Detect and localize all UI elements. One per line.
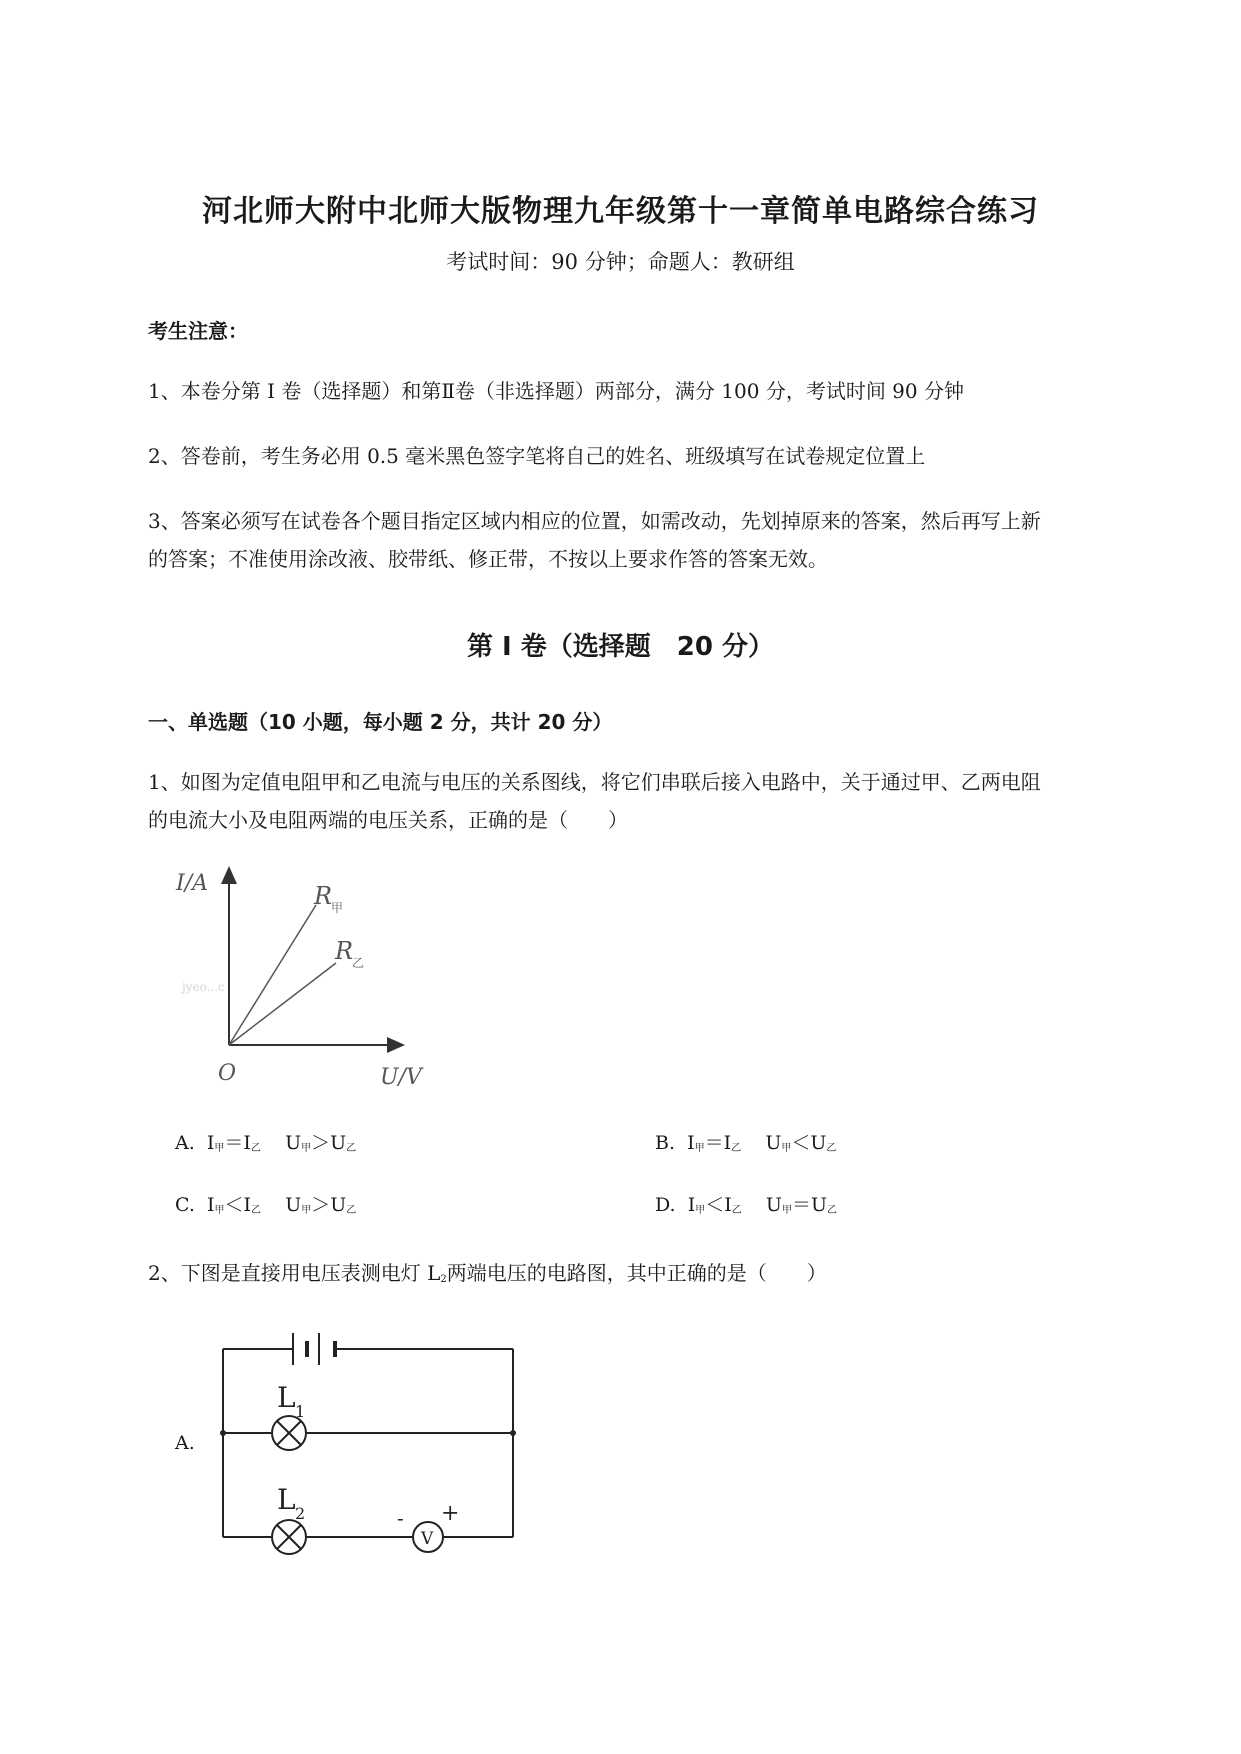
current-symbol: I xyxy=(207,1194,215,1216)
r-jia-subscript: 甲 xyxy=(331,901,344,915)
subscript: 乙 xyxy=(731,1205,742,1216)
line-r-jia xyxy=(229,905,316,1045)
lamp-l2-icon xyxy=(272,1520,306,1554)
subscript: 2 xyxy=(440,1274,447,1285)
r-yi-subscript: 乙 xyxy=(352,956,365,970)
current-symbol: I xyxy=(243,1132,251,1154)
lamp-l2-subscript: 2 xyxy=(295,1504,306,1523)
voltage-symbol: U xyxy=(765,1132,782,1154)
relation: ＜ xyxy=(224,1194,244,1216)
subscript: 乙 xyxy=(251,1205,262,1216)
lamp-l1-icon xyxy=(272,1416,306,1450)
current-symbol: I xyxy=(206,1132,215,1154)
subscript: 甲 xyxy=(694,1143,705,1154)
lamp-l1-label: L xyxy=(277,1381,296,1414)
q2-option-a-label[interactable]: A. xyxy=(175,1432,195,1454)
notice-item-1: 1、本卷分第 I 卷（选择题）和第Ⅱ卷（非选择题）两部分，满分 100 分，考试时间 90 分钟 xyxy=(148,379,964,403)
relation: ＝ xyxy=(704,1132,724,1154)
section-title: 第 I 卷（选择题 20 分） xyxy=(466,632,774,662)
x-axis-label: U/V xyxy=(380,1065,422,1090)
current-symbol: I xyxy=(724,1194,732,1216)
option-letter: D. xyxy=(655,1194,676,1216)
option-b[interactable] xyxy=(655,1128,836,1155)
r-jia-label: R xyxy=(314,882,333,910)
voltage-symbol: U xyxy=(330,1132,347,1154)
subscript: 甲 xyxy=(301,1143,312,1154)
voltage-symbol: U xyxy=(810,1132,827,1154)
voltage-symbol: U xyxy=(810,1194,827,1216)
voltage-symbol: U xyxy=(765,1194,782,1216)
option-letter: B. xyxy=(655,1132,676,1154)
subscript: 甲 xyxy=(781,1143,792,1154)
relation: ＝ xyxy=(224,1132,244,1154)
current-symbol: I xyxy=(723,1132,732,1154)
voltmeter-label: V xyxy=(421,1529,434,1549)
lamp-l1-subscript: 1 xyxy=(295,1402,306,1421)
line-r-yi xyxy=(229,963,336,1045)
subscript: 乙 xyxy=(826,1143,837,1154)
junction-dot xyxy=(510,1430,516,1436)
subscript: 乙 xyxy=(346,1143,357,1154)
lamp-l2-label: L xyxy=(277,1483,296,1516)
relation: ＝ xyxy=(791,1194,811,1216)
option-letter: A. xyxy=(175,1132,195,1154)
subscript: 乙 xyxy=(250,1143,261,1154)
subscript: 乙 xyxy=(346,1205,357,1216)
notice-item-3-cont: 的答案；不准使用涂改液、胶带纸、修正带，不按以上要求作答的答案无效。 xyxy=(148,547,828,571)
option-d[interactable] xyxy=(655,1190,837,1217)
question-2-text xyxy=(148,1254,1148,1299)
notice-heading: 考生注意： xyxy=(148,319,248,343)
voltage-symbol: U xyxy=(285,1194,302,1216)
subscript: 甲 xyxy=(695,1205,706,1216)
current-symbol: I xyxy=(687,1194,696,1216)
iu-graph xyxy=(170,858,450,1093)
voltmeter-icon xyxy=(413,1522,443,1552)
relation: ＞ xyxy=(311,1132,331,1154)
relation: ＞ xyxy=(311,1194,331,1216)
current-symbol: I xyxy=(243,1194,252,1216)
option-letter: C. xyxy=(175,1194,195,1216)
y-axis-label: I/A xyxy=(176,871,208,896)
r-yi-label: R xyxy=(335,937,354,965)
question-2-text-part: 两端电压的电路图，其中正确的是（ ） xyxy=(446,1261,827,1285)
voltage-symbol: U xyxy=(330,1194,347,1216)
watermark: jyeo...c xyxy=(182,980,225,994)
voltmeter-minus: - xyxy=(397,1506,404,1530)
subscript: 乙 xyxy=(731,1143,742,1154)
notice-item-2: 2、答卷前，考生务必用 0.5 毫米黑色签字笔将自己的姓名、班级填写在试卷规定位置上 xyxy=(148,444,926,468)
subscript: 甲 xyxy=(214,1143,225,1154)
current-symbol: I xyxy=(687,1132,695,1154)
subscript: 甲 xyxy=(214,1205,225,1216)
option-a[interactable] xyxy=(175,1128,356,1155)
voltmeter-plus: + xyxy=(441,1501,460,1526)
subscript: 甲 xyxy=(781,1205,792,1216)
origin-label: O xyxy=(218,1061,237,1086)
subscript: 甲 xyxy=(301,1205,312,1216)
subscript: 乙 xyxy=(826,1205,837,1216)
voltage-symbol: U xyxy=(285,1132,302,1154)
option-c[interactable] xyxy=(175,1190,356,1217)
notice-item-3: 3、答案必须写在试卷各个题目指定区域内相应的位置，如需改动，先划掉原来的答案，然后再写上新 xyxy=(148,509,1041,533)
question-1-text-cont: 的电流大小及电阻两端的电压关系，正确的是（ ） xyxy=(148,808,628,832)
junction-dot xyxy=(220,1430,226,1436)
exam-info: 考试时间：90 分钟；命题人：教研组 xyxy=(446,250,795,274)
part-title: 一、单选题（10 小题，每小题 2 分，共计 20 分） xyxy=(148,710,613,734)
question-1-text: 1、如图为定值电阻甲和乙电流与电压的关系图线，将它们串联后接入电路中，关于通过甲、乙两电阻 xyxy=(148,770,1041,794)
relation: ＜ xyxy=(705,1194,725,1216)
relation: ＜ xyxy=(791,1132,811,1154)
question-2-text-part: 2、下图是直接用电压表测电灯 L xyxy=(148,1261,441,1285)
page-title: 河北师大附中北师大版物理九年级第十一章简单电路综合练习 xyxy=(202,194,1039,229)
circuit-diagram xyxy=(215,1325,525,1565)
